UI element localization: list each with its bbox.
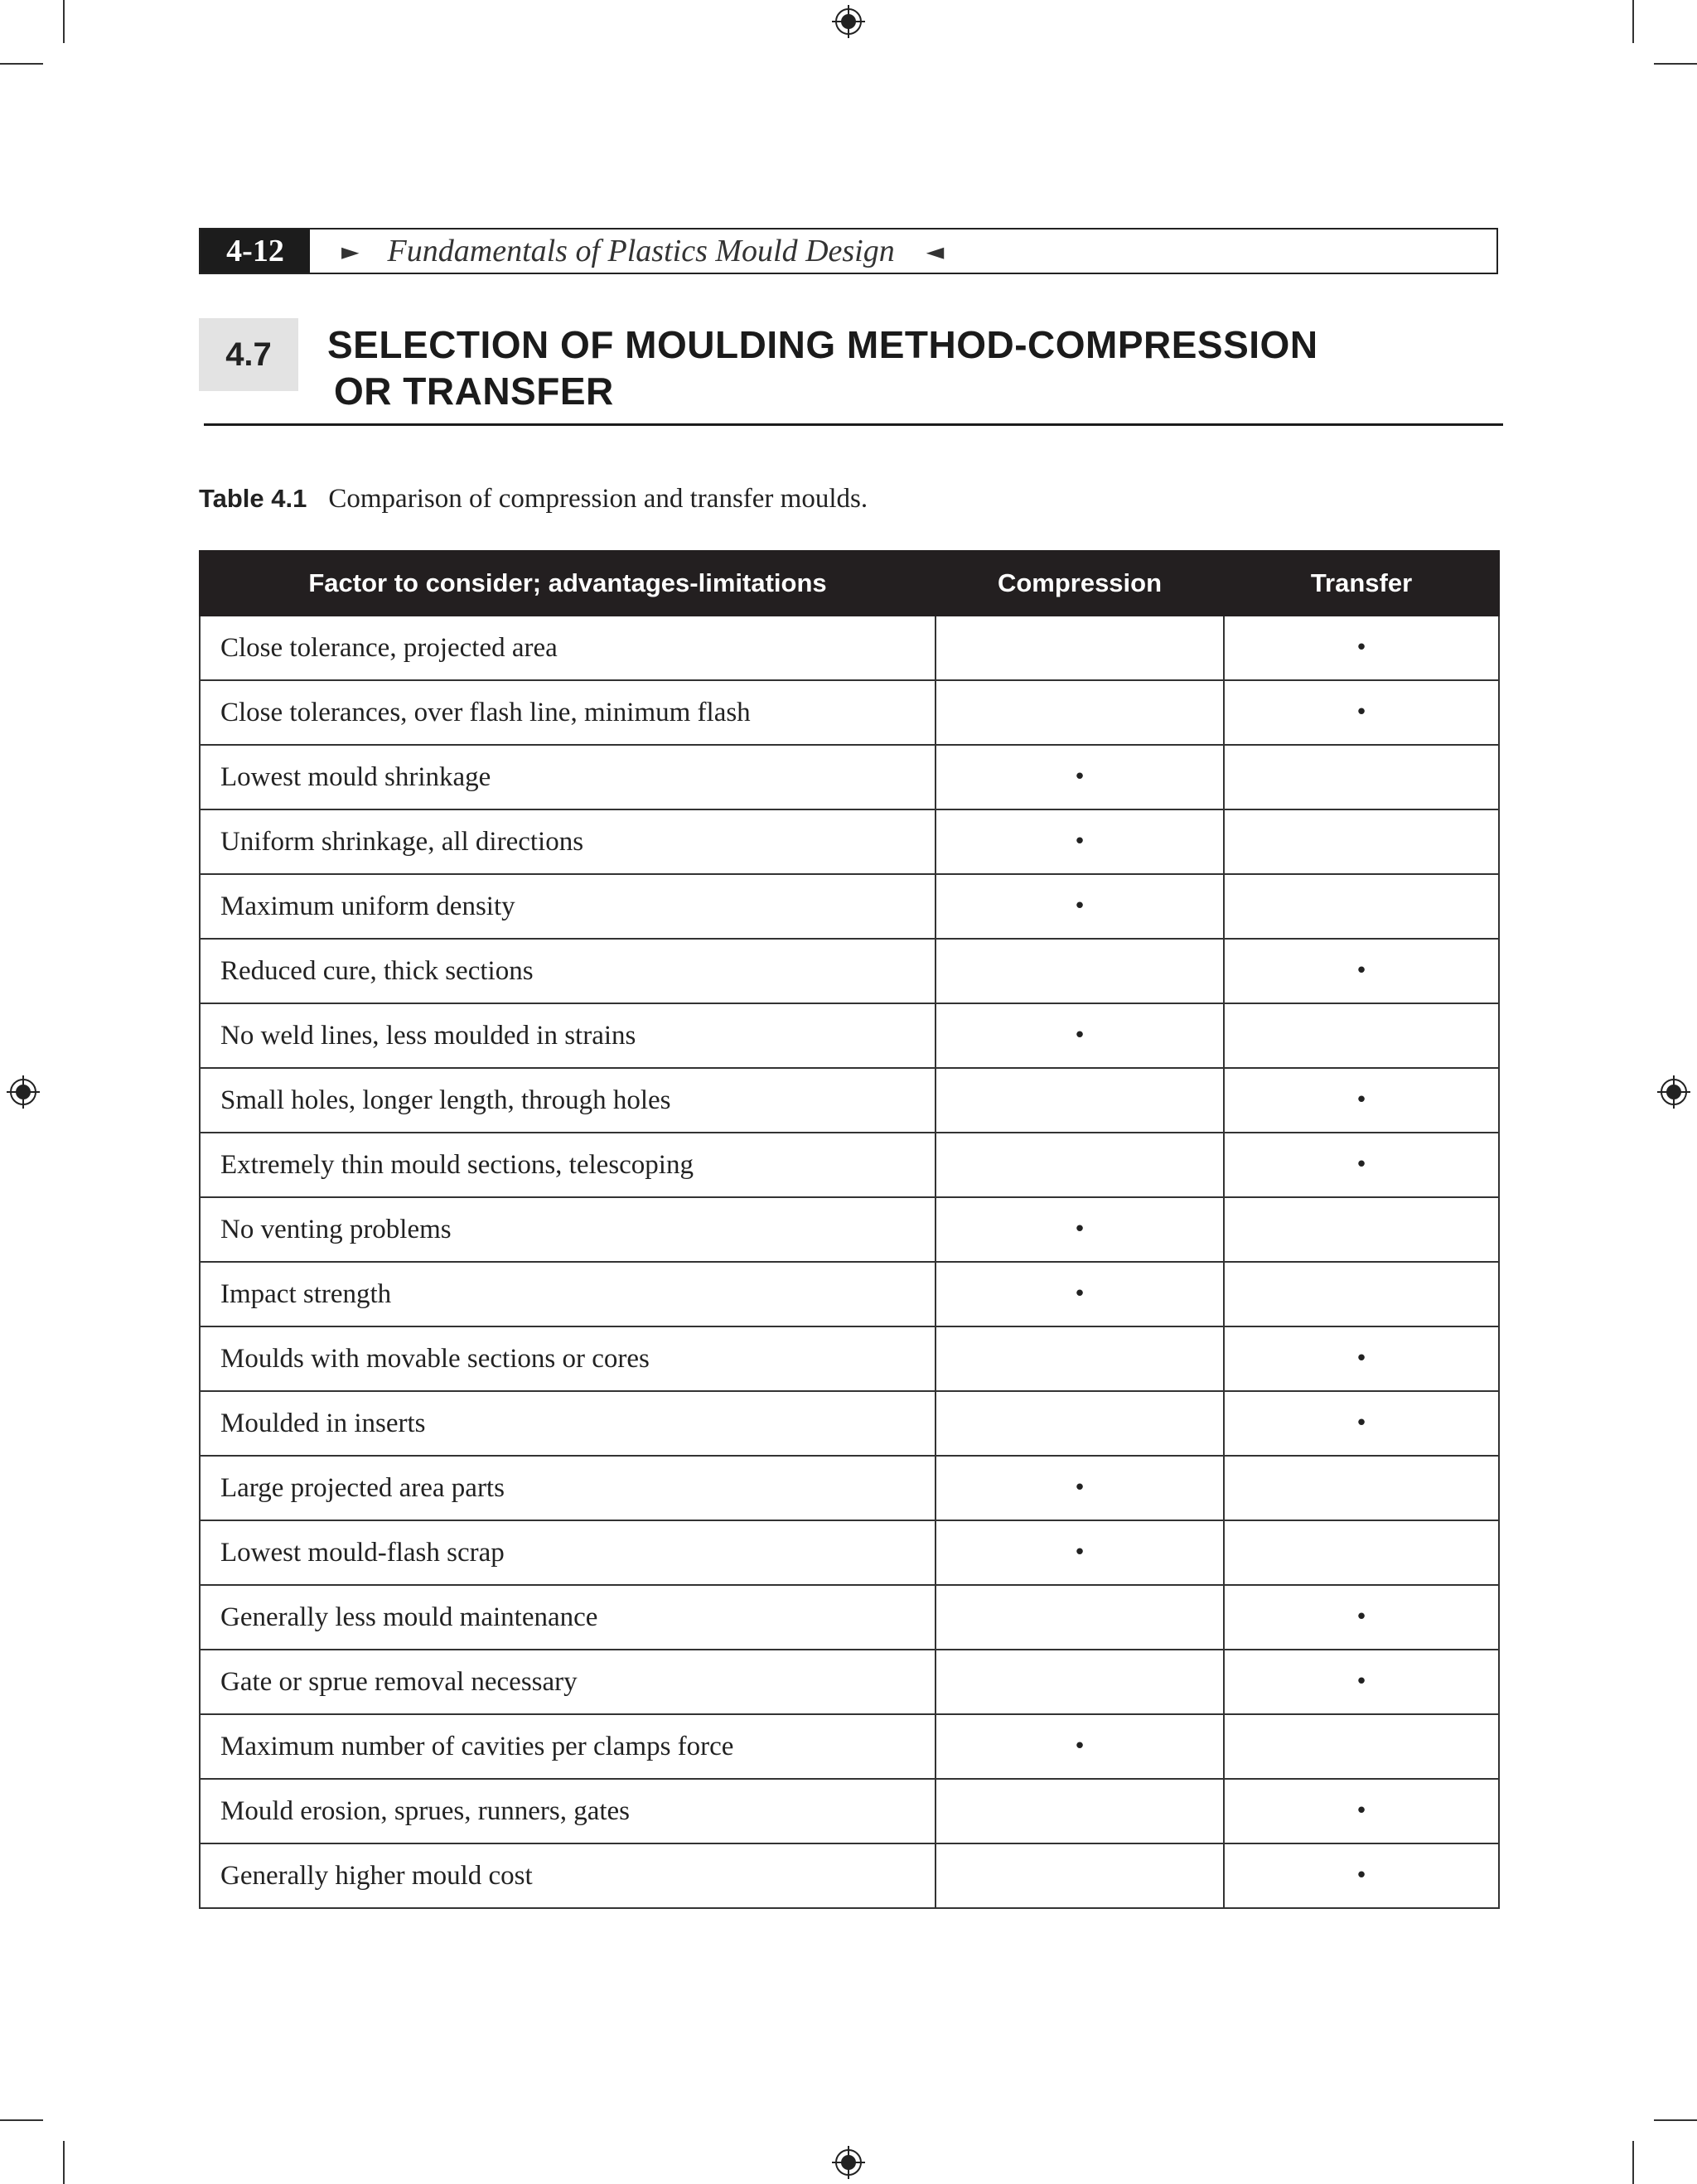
compression-cell: • — [936, 1197, 1224, 1262]
compression-cell — [936, 680, 1224, 745]
table-row — [200, 1391, 1499, 1456]
table-row — [200, 616, 1499, 680]
factor-cell: Lowest mould-flash scrap — [200, 1520, 936, 1585]
transfer-cell — [1224, 1714, 1499, 1779]
transfer-cell — [1224, 1456, 1499, 1520]
section-title — [327, 321, 1487, 414]
transfer-cell — [1224, 874, 1499, 939]
table-row — [200, 745, 1499, 809]
table-row — [200, 1133, 1499, 1197]
crop-mark — [0, 63, 43, 65]
compression-cell — [936, 1068, 1224, 1133]
table-row — [200, 680, 1499, 745]
table-body — [200, 616, 1499, 1908]
section-number: 4.7 — [199, 318, 298, 391]
table-row — [200, 1326, 1499, 1391]
factor-cell: No venting problems — [200, 1197, 936, 1262]
compression-cell: • — [936, 874, 1224, 939]
transfer-cell: • — [1224, 1326, 1499, 1391]
registration-mark-icon — [832, 2146, 865, 2179]
factor-cell: Large projected area parts — [200, 1456, 936, 1520]
section-title-line2: OR TRANSFER — [334, 370, 614, 413]
left-pointer-icon: ◄ — [926, 237, 945, 265]
compression-cell — [936, 1843, 1224, 1908]
table-row — [200, 1779, 1499, 1843]
factor-cell: Small holes, longer length, through holes — [200, 1068, 936, 1133]
factor-cell: Close tolerance, projected area — [200, 616, 936, 680]
compression-cell — [936, 1585, 1224, 1650]
compression-cell — [936, 1391, 1224, 1456]
section-title-line1: SELECTION OF MOULDING METHOD-COMPRESSION — [327, 323, 1318, 366]
transfer-cell — [1224, 1197, 1499, 1262]
crop-mark — [0, 2119, 43, 2121]
table-row — [200, 809, 1499, 874]
compression-cell — [936, 939, 1224, 1003]
compression-cell: • — [936, 1714, 1224, 1779]
page-number: 4-12 — [201, 230, 310, 273]
crop-mark — [63, 0, 65, 43]
compression-cell: • — [936, 1520, 1224, 1585]
section-divider — [204, 423, 1503, 426]
table-row — [200, 1068, 1499, 1133]
factor-cell: Lowest mould shrinkage — [200, 745, 936, 809]
table-caption-text: Comparison of compression and transfer moulds. — [328, 484, 868, 514]
compression-cell — [936, 1326, 1224, 1391]
factor-cell: Close tolerances, over flash line, minimum flash — [200, 680, 936, 745]
crop-mark — [1654, 63, 1697, 65]
compression-cell: • — [936, 809, 1224, 874]
factor-cell: Reduced cure, thick sections — [200, 939, 936, 1003]
table-row — [200, 1650, 1499, 1714]
factor-cell: Uniform shrinkage, all directions — [200, 809, 936, 874]
factor-cell: Maximum number of cavities per clamps force — [200, 1714, 936, 1779]
factor-cell: Maximum uniform density — [200, 874, 936, 939]
factor-cell: Generally higher mould cost — [200, 1843, 936, 1908]
table-row — [200, 1843, 1499, 1908]
table-row — [200, 874, 1499, 939]
factor-cell: Moulds with movable sections or cores — [200, 1326, 936, 1391]
crop-mark — [63, 2141, 65, 2184]
table-header-row — [200, 551, 1499, 616]
compression-cell — [936, 1133, 1224, 1197]
compression-cell: • — [936, 745, 1224, 809]
table-row — [200, 1456, 1499, 1520]
factor-cell: Impact strength — [200, 1262, 936, 1326]
table-row — [200, 1003, 1499, 1068]
compression-cell — [936, 616, 1224, 680]
transfer-cell — [1224, 1262, 1499, 1326]
column-header-compression: Compression — [936, 551, 1224, 616]
transfer-cell: • — [1224, 1068, 1499, 1133]
transfer-cell: • — [1224, 616, 1499, 680]
registration-mark-icon — [7, 1075, 40, 1109]
factor-cell: Gate or sprue removal necessary — [200, 1650, 936, 1714]
table-row — [200, 1197, 1499, 1262]
transfer-cell: • — [1224, 1585, 1499, 1650]
table-caption — [199, 484, 868, 515]
transfer-cell: • — [1224, 680, 1499, 745]
table-row — [200, 1520, 1499, 1585]
compression-cell: • — [936, 1003, 1224, 1068]
table-row — [200, 1585, 1499, 1650]
factor-cell: Moulded in inserts — [200, 1391, 936, 1456]
compression-cell — [936, 1650, 1224, 1714]
factor-cell: No weld lines, less moulded in strains — [200, 1003, 936, 1068]
column-header-factor: Factor to consider; advantages-limitations — [200, 551, 936, 616]
transfer-cell: • — [1224, 939, 1499, 1003]
comparison-table — [199, 550, 1500, 1909]
table-row — [200, 939, 1499, 1003]
factor-cell: Generally less mould maintenance — [200, 1585, 936, 1650]
registration-mark-icon — [1657, 1075, 1690, 1109]
column-header-transfer: Transfer — [1224, 551, 1499, 616]
transfer-cell — [1224, 745, 1499, 809]
transfer-cell: • — [1224, 1779, 1499, 1843]
transfer-cell: • — [1224, 1843, 1499, 1908]
transfer-cell — [1224, 1520, 1499, 1585]
transfer-cell: • — [1224, 1391, 1499, 1456]
transfer-cell — [1224, 1003, 1499, 1068]
compression-cell — [936, 1779, 1224, 1843]
compression-cell: • — [936, 1262, 1224, 1326]
table-caption-label: Table 4.1 — [199, 484, 307, 513]
registration-mark-icon — [832, 5, 865, 38]
factor-cell: Extremely thin mould sections, telescoping — [200, 1133, 936, 1197]
table-row — [200, 1262, 1499, 1326]
right-pointer-icon: ► — [341, 237, 360, 265]
transfer-cell: • — [1224, 1650, 1499, 1714]
running-header — [199, 228, 1498, 274]
book-title: Fundamentals of Plastics Mould Design — [387, 234, 895, 268]
table-row — [200, 1714, 1499, 1779]
transfer-cell — [1224, 809, 1499, 874]
crop-mark — [1654, 2119, 1697, 2121]
crop-mark — [1632, 0, 1634, 43]
transfer-cell: • — [1224, 1133, 1499, 1197]
factor-cell: Mould erosion, sprues, runners, gates — [200, 1779, 936, 1843]
crop-mark — [1632, 2141, 1634, 2184]
compression-cell: • — [936, 1456, 1224, 1520]
